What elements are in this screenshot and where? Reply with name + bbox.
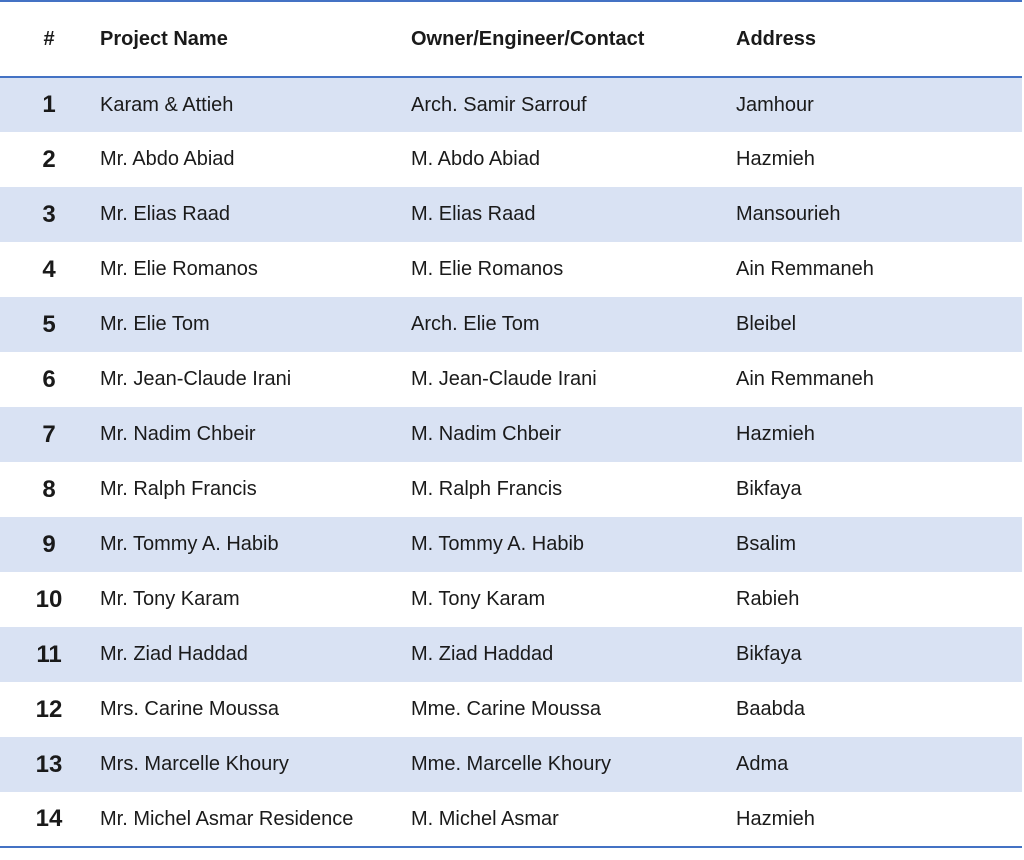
- address-cell: Baabda: [736, 698, 805, 720]
- owner-cell: M. Jean-Claude Irani: [411, 368, 597, 390]
- project-name-cell: Mrs. Carine Moussa: [100, 698, 279, 720]
- row-number: 5: [42, 310, 56, 338]
- address-cell: Mansourieh: [736, 203, 841, 225]
- owner-cell: M. Abdo Abiad: [411, 148, 540, 170]
- project-name-cell: Mr. Abdo Abiad: [100, 148, 235, 170]
- address-cell: Jamhour: [736, 93, 814, 116]
- row-number: 8: [42, 475, 56, 503]
- table-row: [0, 462, 1022, 517]
- table-row: [0, 77, 1022, 132]
- address-cell: Hazmieh: [734, 792, 1022, 847]
- row-number: 12: [35, 695, 63, 723]
- address-cell: Bikfaya: [736, 643, 802, 665]
- owner-cell: M. Elie Romanos: [411, 258, 564, 280]
- project-name-cell: Mr. Ziad Haddad: [100, 643, 248, 665]
- table-header: [0, 1, 1022, 77]
- row-number: 3: [42, 200, 56, 228]
- project-name-cell: Mr. Michel Asmar Residence: [98, 792, 409, 847]
- table-row: [0, 132, 1022, 187]
- row-number: 11: [36, 640, 62, 668]
- table-row: [0, 572, 1022, 627]
- address-cell: Ain Remmaneh: [736, 258, 874, 280]
- project-name-cell: Mrs. Marcelle Khoury: [100, 753, 289, 775]
- table-row: [0, 627, 1022, 682]
- project-name-cell: Mr. Elie Tom: [100, 313, 210, 335]
- address-cell: Ain Remmaneh: [736, 368, 874, 390]
- table-body: [0, 77, 1022, 847]
- address-cell: Hazmieh: [736, 148, 815, 170]
- table-row: [0, 352, 1022, 407]
- header-row: [0, 1, 1022, 77]
- project-name-cell: Mr. Tony Karam: [100, 588, 240, 610]
- table-row: [0, 297, 1022, 352]
- table-row: [0, 682, 1022, 737]
- project-name-cell: Mr. Elias Raad: [100, 203, 231, 225]
- row-number: 10: [35, 585, 63, 613]
- owner-cell: M. Tommy A. Habib: [411, 533, 585, 555]
- column-header-address: Address: [734, 1, 1022, 77]
- table-row: [0, 187, 1022, 242]
- project-name-cell: Mr. Ralph Francis: [100, 478, 257, 500]
- row-number: 4: [42, 255, 56, 283]
- row-number: 1: [42, 91, 56, 118]
- owner-cell: Mme. Marcelle Khoury: [411, 753, 612, 775]
- owner-cell: M. Elias Raad: [411, 203, 536, 225]
- project-name-cell: Mr. Elie Romanos: [100, 258, 258, 280]
- row-number: 6: [42, 365, 56, 393]
- row-number: 13: [35, 750, 63, 778]
- table-row: [0, 242, 1022, 297]
- address-cell: Bikfaya: [736, 478, 802, 500]
- owner-cell: Arch. Elie Tom: [411, 313, 540, 335]
- project-name-cell: Mr. Nadim Chbeir: [100, 423, 256, 445]
- address-cell: Hazmieh: [736, 423, 815, 445]
- table-row: [0, 792, 1022, 847]
- table-row: [0, 517, 1022, 572]
- row-number: 2: [42, 145, 56, 173]
- project-name-cell: Mr. Tommy A. Habib: [100, 533, 279, 555]
- column-header-number: #: [0, 1, 98, 77]
- owner-cell: Arch. Samir Sarrouf: [411, 93, 587, 116]
- owner-cell: M. Ralph Francis: [411, 478, 563, 500]
- table-row: [0, 407, 1022, 462]
- address-cell: Adma: [736, 753, 789, 775]
- row-number: 7: [42, 420, 56, 448]
- column-header-owner: Owner/Engineer/Contact: [409, 1, 734, 77]
- owner-cell: Mme. Carine Moussa: [411, 698, 602, 720]
- owner-cell: M. Ziad Haddad: [411, 643, 554, 665]
- project-name-cell: Mr. Jean-Claude Irani: [100, 368, 292, 390]
- table-row: [0, 737, 1022, 792]
- row-number: 14: [0, 792, 98, 847]
- project-name-cell: Karam & Attieh: [100, 93, 234, 116]
- column-header-project-name: Project Name: [98, 1, 409, 77]
- owner-cell: M. Michel Asmar: [409, 792, 734, 847]
- owner-cell: M. Nadim Chbeir: [411, 423, 562, 445]
- address-cell: Rabieh: [736, 588, 800, 610]
- address-cell: Bleibel: [736, 313, 797, 335]
- address-cell: Bsalim: [736, 533, 797, 555]
- owner-cell: M. Tony Karam: [411, 588, 546, 610]
- row-number: 9: [42, 530, 56, 558]
